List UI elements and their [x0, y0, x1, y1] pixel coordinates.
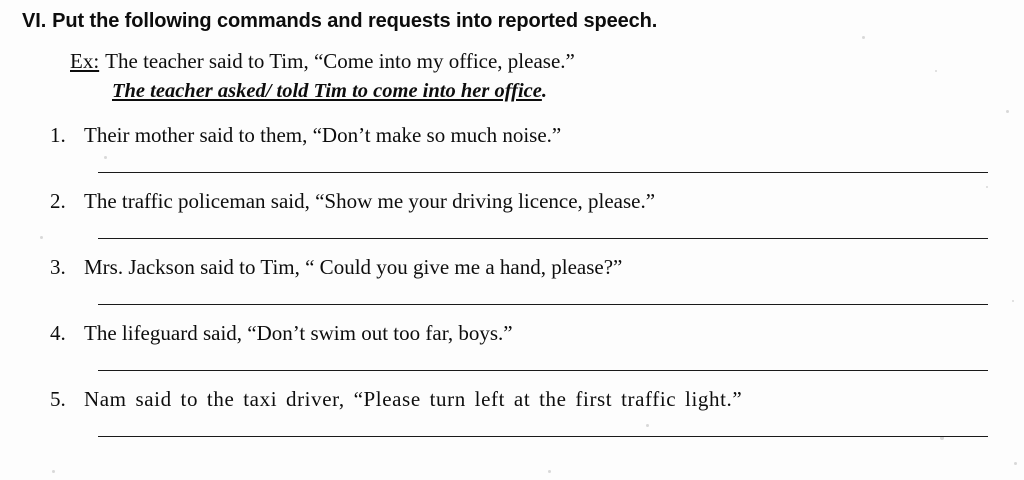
scan-speck [1006, 110, 1009, 113]
question-text-1 [50, 120, 561, 150]
exercise-title: Put the following commands and requests into reported speech. [52, 10, 658, 32]
answer-line-3[interactable] [98, 304, 988, 305]
question-text-2 [50, 186, 655, 216]
question-body-2: The traffic policeman said, “Show me your driving licence, please.” [84, 189, 656, 213]
question-list [50, 120, 1000, 450]
question-body-3: Mrs. Jackson said to Tim, “ Could you give me a hand, please?” [84, 255, 623, 279]
example-label: Ex: [70, 49, 100, 73]
example-prompt: The teacher said to Tim, “Come into my office, please.” [105, 49, 575, 73]
scan-speck [52, 470, 55, 473]
question-number-2: 2. [50, 189, 66, 213]
example-answer-tail: . [541, 80, 547, 102]
list-item [50, 252, 1000, 318]
example-answer-text: The teacher asked/ told Tim to come into her office [112, 80, 542, 102]
example-block [70, 46, 1000, 106]
question-text-4 [50, 318, 513, 348]
scan-speck [862, 36, 865, 39]
scan-speck [1012, 300, 1014, 302]
question-text-5 [50, 384, 742, 414]
example-prompt-line [70, 46, 1000, 76]
answer-line-1[interactable] [98, 172, 988, 173]
question-number-3: 3. [50, 255, 66, 279]
question-number-5: 5. [50, 387, 66, 411]
example-answer-line [112, 76, 1000, 106]
scan-speck [548, 470, 551, 473]
scan-speck [40, 236, 43, 239]
exercise-heading [22, 10, 657, 33]
scan-speck [1014, 462, 1017, 465]
question-body-5: Nam said to the taxi driver, “Please turn left at the first traffic light.” [84, 387, 743, 411]
list-item [50, 318, 1000, 384]
exercise-number: VI. [22, 10, 47, 32]
list-item [50, 384, 1000, 450]
question-body-4: The lifeguard said, “Don’t swim out too far, boys.” [84, 321, 513, 345]
answer-line-4[interactable] [98, 370, 988, 371]
answer-line-2[interactable] [98, 238, 988, 239]
question-number-4: 4. [50, 321, 66, 345]
question-number-1: 1. [50, 123, 66, 147]
list-item [50, 186, 1000, 252]
list-item [50, 120, 1000, 186]
question-body-1: Their mother said to them, “Don’t make so much noise.” [84, 123, 562, 147]
answer-line-5[interactable] [98, 436, 988, 437]
question-text-3 [50, 252, 622, 282]
